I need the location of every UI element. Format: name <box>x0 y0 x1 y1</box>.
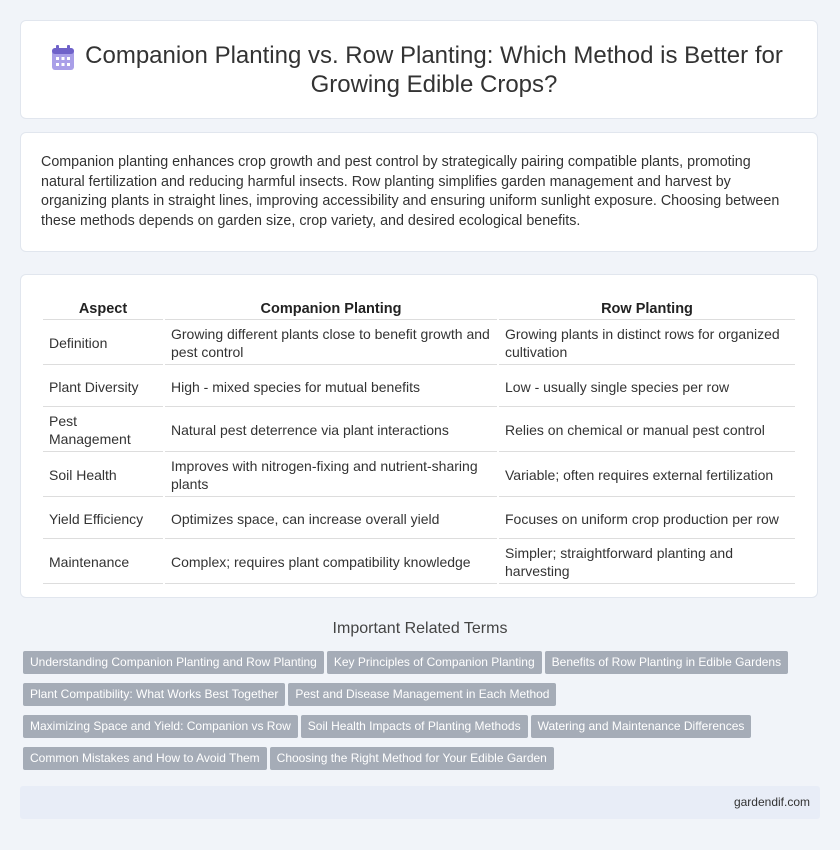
comparison-card <box>20 274 818 598</box>
table-cell: Low - usually single species per row <box>499 367 795 407</box>
table-cell: Pest Management <box>43 409 163 452</box>
table-cell: Focuses on uniform crop production per row <box>499 499 795 539</box>
header-companion: Companion Planting <box>165 295 497 320</box>
related-tag[interactable]: Plant Compatibility: What Works Best Together <box>23 683 285 706</box>
table-cell: Simpler; straightforward planting and harvesting <box>499 541 795 584</box>
table-cell: Growing different plants close to benefit growth and pest control <box>165 322 497 365</box>
table-cell: High - mixed species for mutual benefits <box>165 367 497 407</box>
related-tag[interactable]: Benefits of Row Planting in Edible Gardens <box>545 651 788 674</box>
header-row: Row Planting <box>499 295 795 320</box>
table-cell: Definition <box>43 322 163 365</box>
related-terms-list <box>23 651 823 779</box>
header-card <box>20 20 818 119</box>
table-cell: Complex; requires plant compatibility knowledge <box>165 541 497 584</box>
table-cell: Maintenance <box>43 541 163 584</box>
related-tag[interactable]: Maximizing Space and Yield: Companion vs Row <box>23 715 298 738</box>
related-tag[interactable]: Common Mistakes and How to Avoid Them <box>23 747 267 770</box>
table-cell: Relies on chemical or manual pest control <box>499 409 795 452</box>
intro-card <box>20 132 818 252</box>
table-cell: Optimizes space, can increase overall yield <box>165 499 497 539</box>
table-row <box>43 409 795 452</box>
table-row <box>43 367 795 407</box>
related-tag[interactable]: Key Principles of Companion Planting <box>327 651 542 674</box>
table-cell: Variable; often requires external fertilization <box>499 454 795 497</box>
table-cell: Plant Diversity <box>43 367 163 407</box>
table-cell: Soil Health <box>43 454 163 497</box>
table-row <box>43 541 795 584</box>
table-cell: Natural pest deterrence via plant interactions <box>165 409 497 452</box>
table-row <box>43 454 795 497</box>
table-cell: Yield Efficiency <box>43 499 163 539</box>
footer <box>20 786 820 819</box>
related-tag[interactable]: Choosing the Right Method for Your Edible Garden <box>270 747 554 770</box>
table-header-row <box>43 295 795 320</box>
table-row <box>43 322 795 365</box>
page-title: Companion Planting vs. Row Planting: Which Method is Better for Growing Edible Crops? <box>85 41 783 98</box>
related-tag[interactable]: Understanding Companion Planting and Row Planting <box>23 651 324 674</box>
header-aspect: Aspect <box>43 295 163 320</box>
related-terms-title: Important Related Terms <box>332 620 508 637</box>
related-tag[interactable]: Pest and Disease Management in Each Method <box>288 683 556 706</box>
footer-site-link[interactable]: gardendif.com <box>733 795 810 809</box>
table-row <box>43 499 795 539</box>
comparison-table <box>41 293 797 586</box>
related-tag[interactable]: Soil Health Impacts of Planting Methods <box>301 715 528 738</box>
intro-text: Companion planting enhances crop growth and pest control by strategically pairing compatible plants, promoting natural fertilization and reducing harmful insects. Row planting simplifies garden management and harvest by organizing plants in straight lines, improving accessibility and ensuring uniform sunlight exposure. Choosing between these methods depends on garden size, crop variety, and desired ecological benefits. <box>41 154 780 229</box>
related-tag[interactable]: Watering and Maintenance Differences <box>531 715 752 738</box>
table-cell: Improves with nitrogen-fixing and nutrient-sharing plants <box>165 454 497 497</box>
table-cell: Growing plants in distinct rows for organized cultivation <box>499 322 795 365</box>
